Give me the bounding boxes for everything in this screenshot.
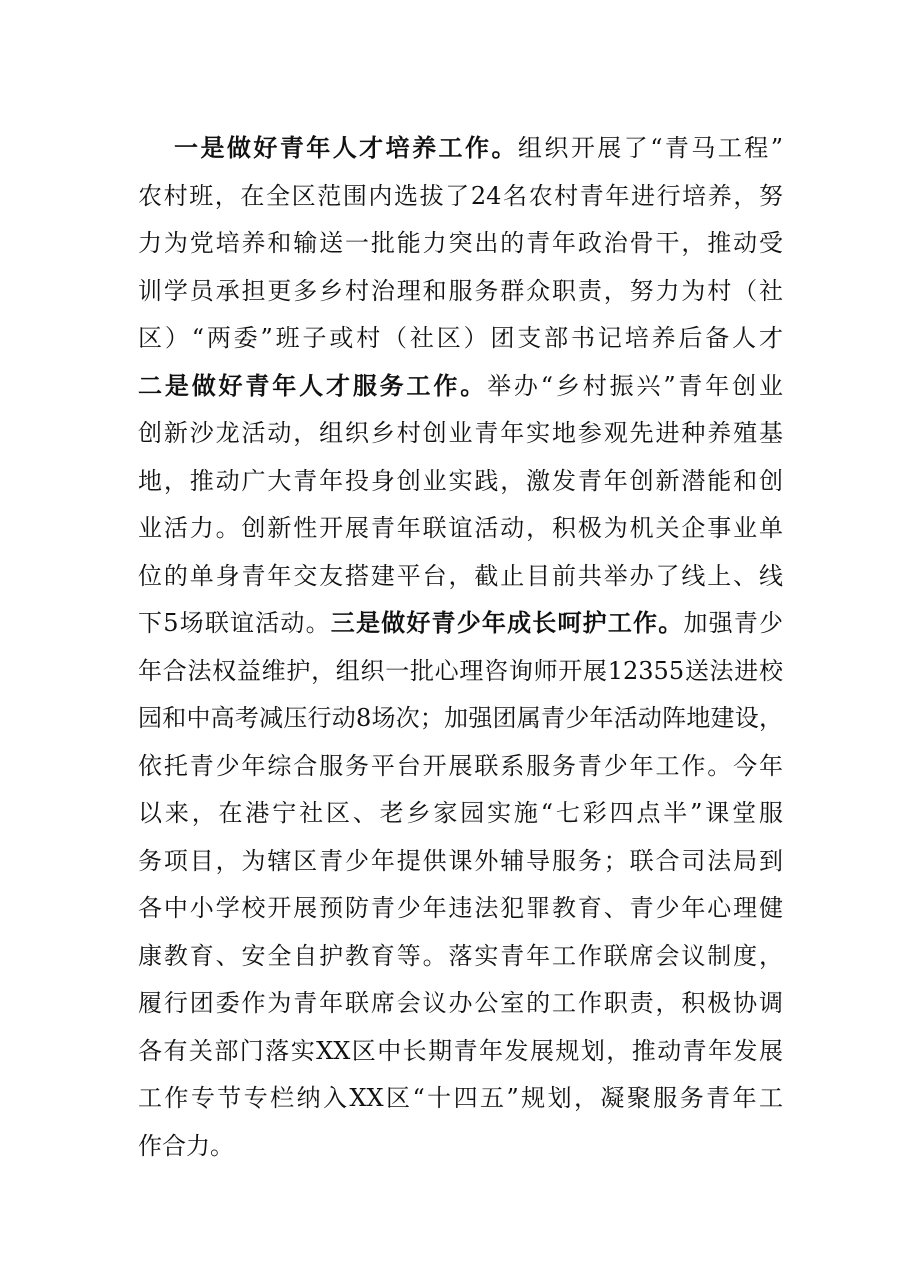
text-line	[138, 220, 783, 268]
body-text: 各中小学校开展预防青少年违法犯罪教育、青少年心理健	[138, 894, 783, 922]
body-text: 区）“两委”班子或村（社区）团支部书记培养后备人才	[138, 324, 783, 352]
body-text: 农村班，在全区范围内选拔了24名农村青年进行培养，努	[138, 181, 783, 210]
body-text: 履行团委作为青年联席会议办公室的工作职责，积极协调	[138, 989, 783, 1017]
text-line	[138, 505, 783, 553]
body-text: 加强青少	[683, 609, 784, 637]
text-line	[138, 410, 783, 458]
body-text: 工作专节专栏纳入XX区“十四五”规划，凝聚服务青年工	[138, 1084, 783, 1112]
body-text: 务项目，为辖区青少年提供课外辅导服务；联合司法局到	[138, 846, 783, 875]
text-line	[138, 458, 783, 506]
text-line	[138, 315, 783, 363]
body-text: 园和中高考减压行动8场次；加强团属青少年活动阵地建设，	[138, 704, 783, 732]
body-text: 下5场联谊活动。	[138, 609, 331, 637]
text-line	[138, 695, 783, 743]
text-line	[138, 743, 783, 791]
text-line	[138, 933, 783, 981]
body-text: 各有关部门落实XX区中长期青年发展规划，推动青年发展	[138, 1036, 783, 1065]
text-line	[138, 885, 783, 933]
body-paragraph	[138, 125, 783, 1170]
bold-heading-text: 二是做好青年人才服务工作。	[138, 371, 488, 400]
text-line	[138, 268, 783, 316]
text-line	[138, 980, 783, 1028]
body-text: 年合法权益维护，组织一批心理咨询师开展12355送法进校	[138, 656, 783, 685]
body-text: 创新沙龙活动，组织乡村创业青年实地参观先进种养殖基	[138, 419, 783, 447]
text-line	[138, 1028, 783, 1076]
bold-heading-text: 一是做好青年人才培养工作。	[174, 134, 518, 162]
text-line	[138, 790, 783, 838]
body-text: 力为党培养和输送一批能力突出的青年政治骨干，推动受	[138, 229, 783, 257]
body-text: 业活力。创新性开展青年联谊活动，积极为机关企事业单	[138, 514, 783, 542]
body-text: 举办“乡村振兴”青年创业	[487, 371, 783, 400]
text-line	[138, 553, 783, 601]
text-line	[138, 173, 783, 221]
text-line	[138, 838, 783, 886]
bold-heading-text: 三是做好青少年成长呵护工作。	[330, 609, 684, 637]
text-line	[138, 600, 783, 648]
text-line	[138, 125, 783, 173]
body-text: 组织开展了“青马工程”	[517, 134, 784, 162]
body-text: 地，推动广大青年投身创业实践，激发青年创新潜能和创	[138, 466, 783, 495]
body-text: 康教育、安全自护教育等。落实青年工作联席会议制度，	[138, 941, 783, 970]
body-text: 训学员承担更多乡村治理和服务群众职责，努力为村（社	[138, 276, 783, 305]
body-text: 作合力。	[138, 1131, 234, 1160]
body-text: 位的单身青年交友搭建平台，截止目前共举办了线上、线	[138, 561, 783, 590]
text-line	[138, 1123, 783, 1171]
body-text: 依托青少年综合服务平台开展联系服务青少年工作。今年	[138, 751, 783, 780]
text-line	[138, 648, 783, 696]
text-line	[138, 363, 783, 411]
text-line	[138, 1075, 783, 1123]
body-text: 以来，在港宁社区、老乡家园实施“七彩四点半”课堂服	[138, 799, 783, 827]
